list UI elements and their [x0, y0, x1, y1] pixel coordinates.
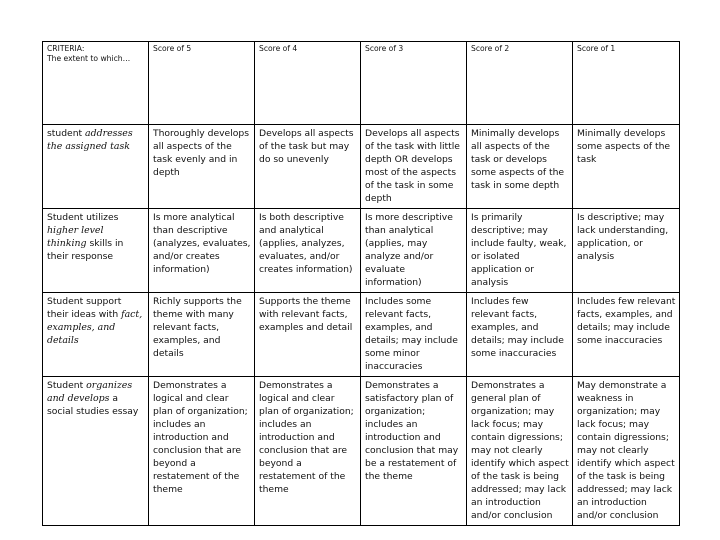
criterion-post: a social studies essay [47, 393, 139, 417]
criterion-em: organizes and develops [47, 380, 133, 404]
score-4-description: Develops all aspects of the task but may do so unevenly [255, 125, 361, 209]
score-2-header: Score of 2 [467, 42, 573, 125]
score-3-description: Develops all aspects of the task with little depth OR develops most of the aspects of the task in some depth [361, 125, 467, 209]
criterion-em: higher level thinking [47, 225, 104, 249]
criterion-cell [43, 293, 149, 377]
criterion-em: addresses the assigned task [47, 128, 133, 152]
rubric-row-organization [43, 377, 680, 526]
score-4-header: Score of 4 [255, 42, 361, 125]
score-2-description: Minimally develops all aspects of the task or develops some aspects of the task in some depth [467, 125, 573, 209]
score-3-header: Score of 3 [361, 42, 467, 125]
score-5-description: Is more analytical than descriptive (analyzes, evaluates, and/or creates information) [149, 209, 255, 293]
score-5-header: Score of 5 [149, 42, 255, 125]
criteria-subtitle: The extent to which… [47, 54, 131, 63]
score-3-description: Includes some relevant facts, examples, and details; may include some minor inaccuracies [361, 293, 467, 377]
score-1-description: Is descriptive; may lack understanding, application, or analysis [573, 209, 680, 293]
score-1-header: Score of 1 [573, 42, 680, 125]
header-row [43, 42, 680, 125]
score-1-description: May demonstrate a weakness in organization; may lack focus; may contain digressions; may not clearly identify which aspect of the task is being addressed; may lack an introduction and/or conclusion [573, 377, 680, 526]
rubric-table [42, 41, 680, 526]
score-4-description: Is both descriptive and analytical (applies, analyzes, evaluates, and/or creates information) [255, 209, 361, 293]
criterion-cell [43, 377, 149, 526]
score-4-description: Demonstrates a logical and clear plan of organization; includes an introduction and conclusion that are beyond a restatement of the theme [255, 377, 361, 526]
criterion-post: skills in their response [47, 238, 124, 262]
score-2-description: Is primarily descriptive; may include faulty, weak, or isolated application or analysis [467, 209, 573, 293]
rubric-row-higher-level-thinking [43, 209, 680, 293]
score-1-description: Minimally develops some aspects of the task [573, 125, 680, 209]
criterion-em: fact, examples, and details [47, 309, 143, 346]
score-2-description: Includes few relevant facts, examples, and details; may include some inaccuracies [467, 293, 573, 377]
criteria-title: CRITERIA: [47, 44, 85, 53]
rubric-row-addresses-task [43, 125, 680, 209]
criterion-pre: Student support their ideas with [47, 296, 122, 320]
score-1-description: Includes few relevant facts, examples, and details; may include some inaccuracies [573, 293, 680, 377]
criterion-pre: Student [47, 380, 87, 391]
rubric-row-supporting-details [43, 293, 680, 377]
criterion-pre: student [47, 128, 86, 139]
score-2-description: Demonstrates a general plan of organization; may lack focus; may contain digressions; may not clearly identify which aspect of the task is being addressed; may lack an introduction and/or conclusion [467, 377, 573, 526]
score-4-description: Supports the theme with relevant facts, examples and detail [255, 293, 361, 377]
criterion-cell [43, 209, 149, 293]
criteria-header-cell [43, 42, 149, 125]
score-5-description: Thoroughly develops all aspects of the task evenly and in depth [149, 125, 255, 209]
criterion-cell [43, 125, 149, 209]
score-3-description: Is more descriptive than analytical (applies, may analyze and/or evaluate information) [361, 209, 467, 293]
score-5-description: Demonstrates a logical and clear plan of organization; includes an introduction and conclusion that are beyond a restatement of the theme [149, 377, 255, 526]
score-5-description: Richly supports the theme with many relevant facts, examples, and details [149, 293, 255, 377]
score-3-description: Demonstrates a satisfactory plan of organization; includes an introduction and conclusion that may be a restatement of the theme [361, 377, 467, 526]
criterion-pre: Student utilizes [47, 212, 119, 223]
